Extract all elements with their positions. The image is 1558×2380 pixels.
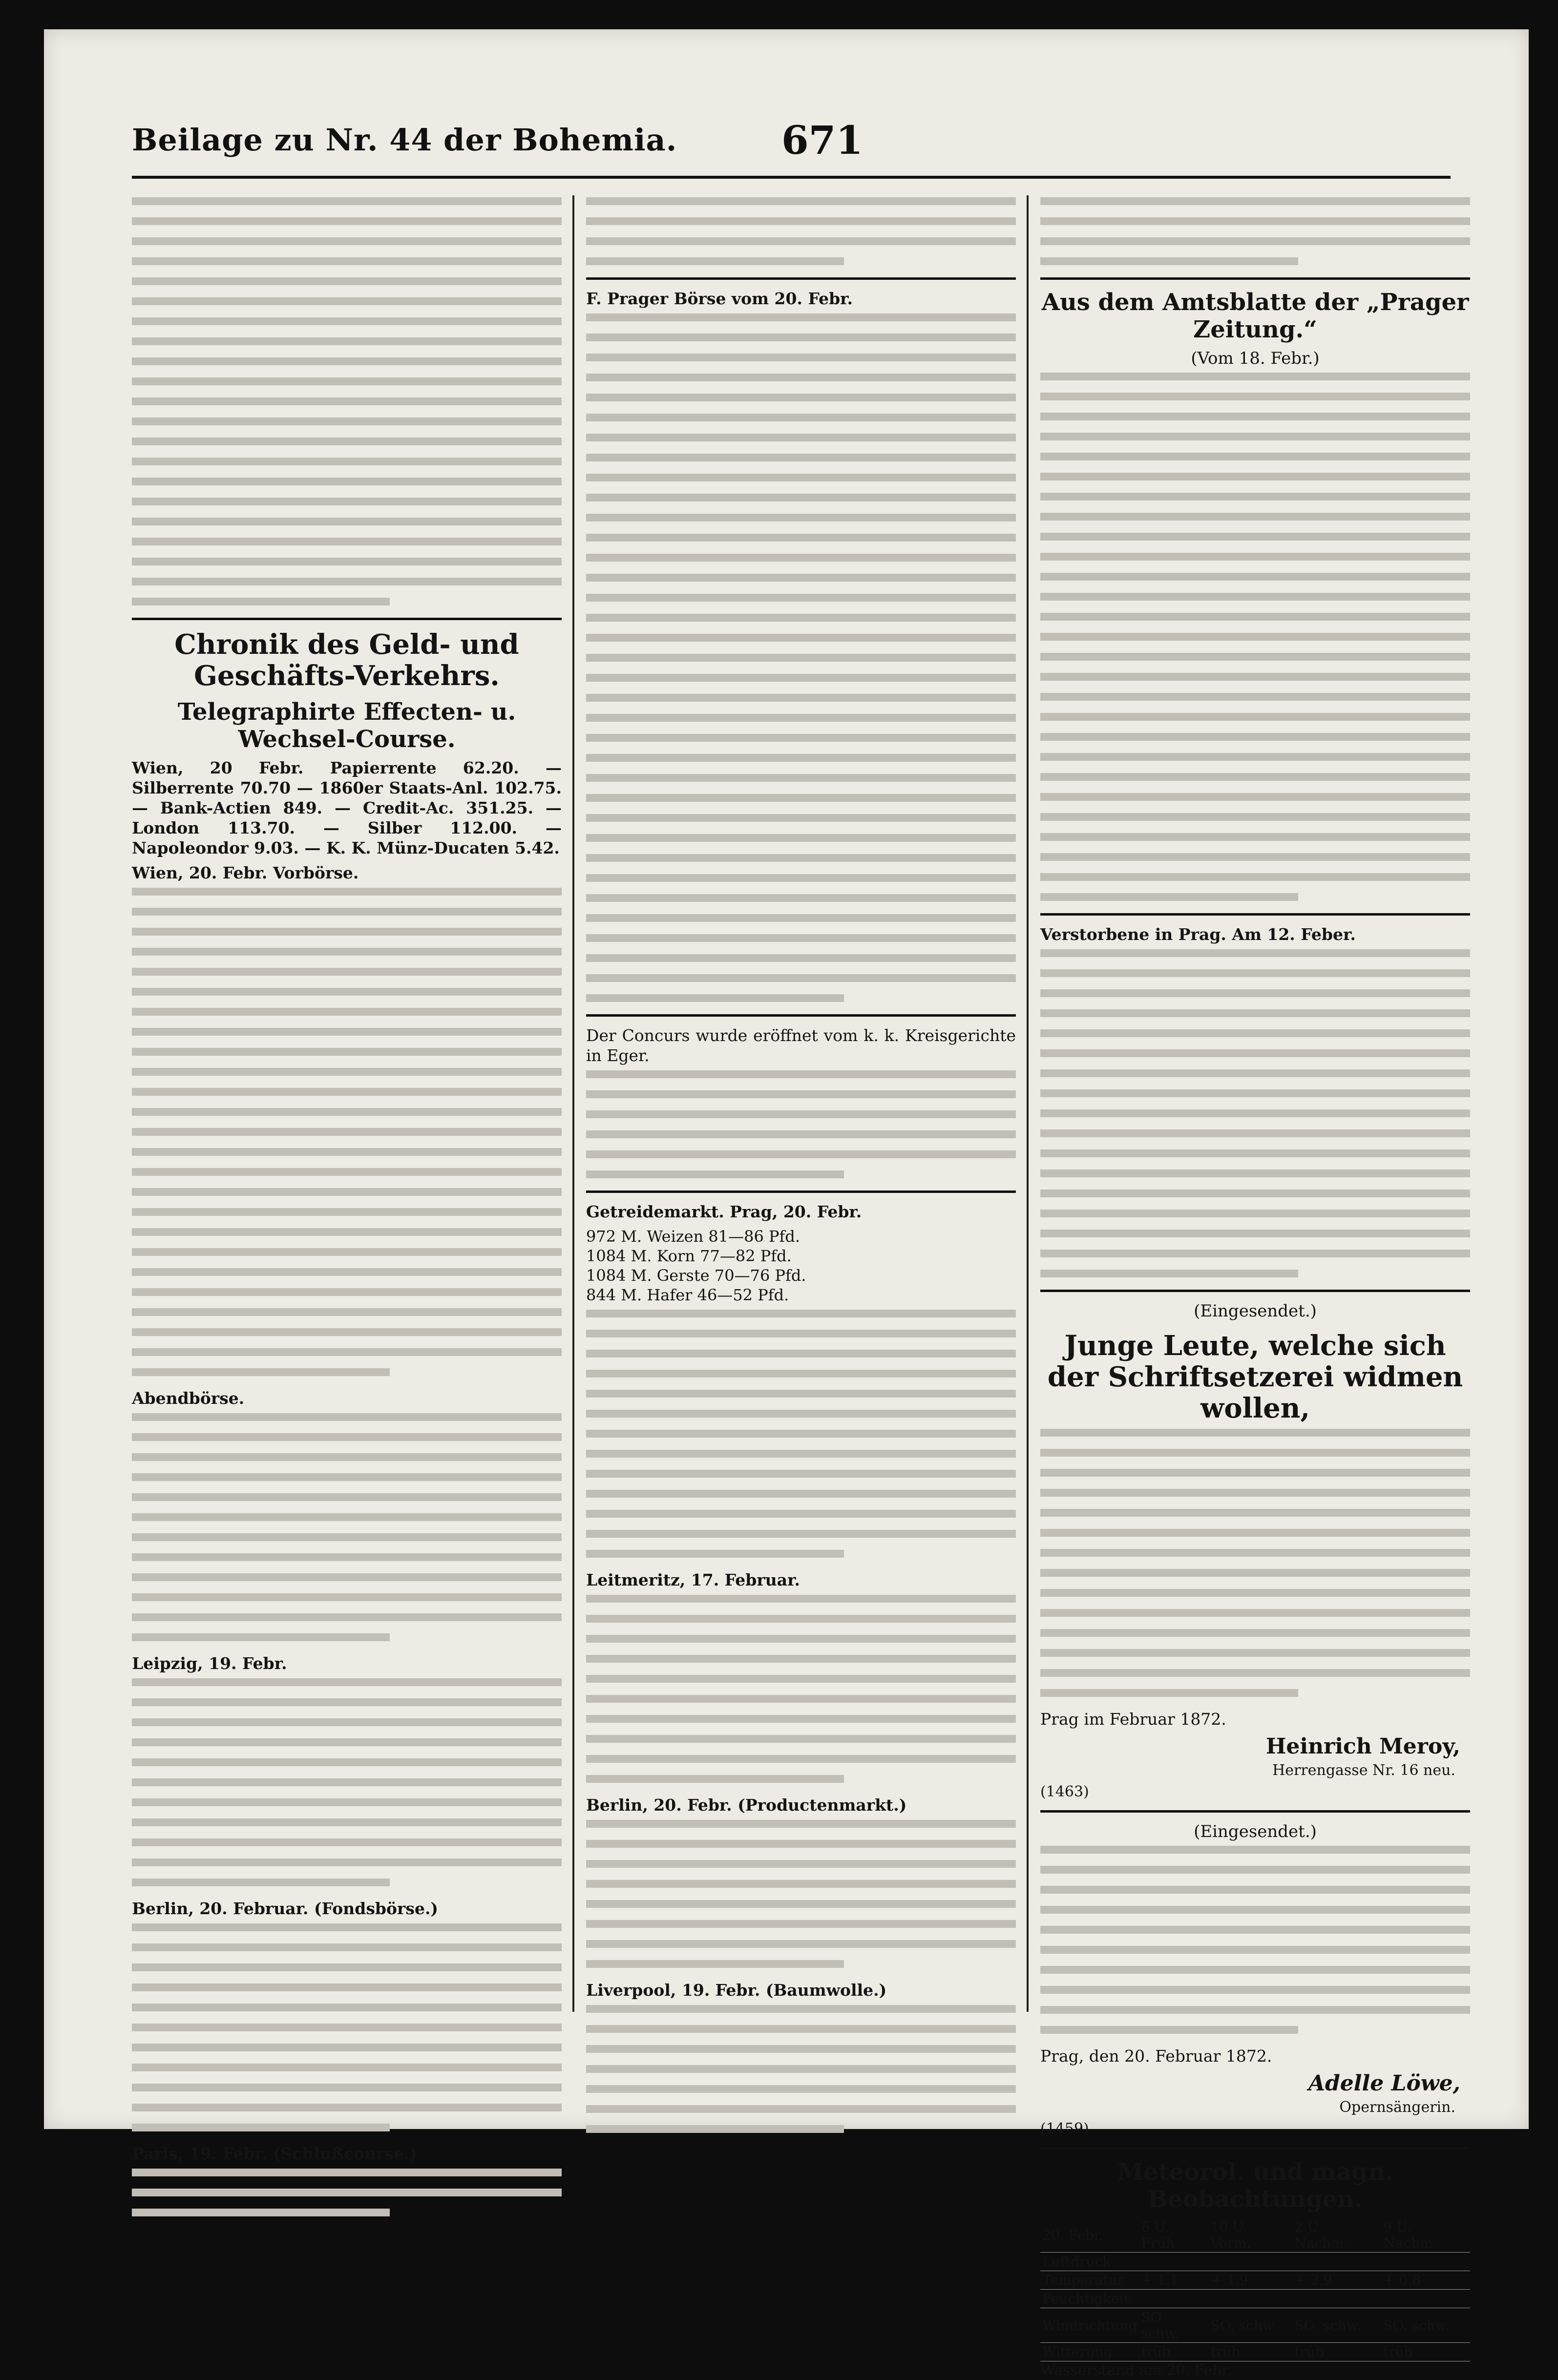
- liverpool-heading: Liverpool, 19. Febr. (Baumwolle.): [586, 1981, 887, 2000]
- table-cell: + 1.9: [1209, 2271, 1293, 2290]
- table-cell: 6 U. Früh: [1139, 2218, 1209, 2253]
- loewe-signer: Adelle Löwe,: [1308, 2071, 1460, 2096]
- verstorbene-heading: Verstorbene in Prag. Am 12. Feber.: [1040, 925, 1356, 944]
- newspaper-page: [44, 29, 1529, 2379]
- table-cell: 10 U. Vorm.: [1209, 2218, 1293, 2253]
- section-rule: [1040, 2147, 1470, 2150]
- junge-date: Prag im Februar 1872.: [1040, 1710, 1226, 1729]
- table-cell: trüb: [1381, 2343, 1470, 2361]
- table-cell: Feuchtigkeit: [1040, 2290, 1139, 2308]
- meteo-note: Wasserstand am 20. Febr.: [1040, 2362, 1232, 2379]
- text-placeholder: [132, 2169, 562, 2216]
- eingesendet-label: (Eingesendet.): [1194, 1822, 1317, 1841]
- text-placeholder: [586, 313, 1016, 1002]
- table-cell: Temperatur: [1040, 2271, 1139, 2290]
- junge-leute-heading: Junge Leute, welche sich der Schriftsetzerei widmen wollen,: [1047, 1330, 1463, 1424]
- column-middle: [586, 195, 1016, 2012]
- junge-signer: Heinrich Meroy,: [1265, 1734, 1460, 1759]
- grain-row: 1084 M. Gerste 70—76 Pfd.: [586, 1266, 806, 1285]
- table-cell: Luftdruck: [1040, 2253, 1139, 2271]
- text-placeholder: [586, 1595, 1016, 1783]
- table-cell: [1139, 2253, 1209, 2271]
- table-cell: [1381, 2290, 1470, 2308]
- meteo-table: [1040, 2218, 1470, 2361]
- supplement-title: Beilage zu Nr. 44 der Bohemia.: [132, 122, 677, 158]
- amtsblatt-date: (Vom 18. Febr.): [1191, 349, 1320, 368]
- header-rule: [132, 176, 1451, 179]
- berlin-product-heading: Berlin, 20. Febr. (Productenmarkt.): [586, 1795, 907, 1815]
- page-number: 671: [781, 117, 863, 163]
- loewe-date: Prag, den 20. Februar 1872.: [1040, 2046, 1272, 2066]
- table-row: [1040, 2271, 1470, 2290]
- leipzig-heading: Leipzig, 19. Febr.: [132, 1654, 287, 1673]
- text-placeholder: [586, 197, 1016, 265]
- meteo-heading: Meteorol. und magn. Beobachtungen.: [1117, 2158, 1393, 2213]
- table-row: [1040, 2253, 1470, 2271]
- table-cell: [1292, 2253, 1381, 2271]
- text-placeholder: [1040, 1429, 1470, 1697]
- text-placeholder: [1040, 1846, 1470, 2034]
- grain-row: 844 M. Hafer 46—52 Pfd.: [586, 1286, 789, 1304]
- grain-prices: [586, 1227, 1016, 1305]
- abendboerse-heading: Abendbörse.: [132, 1389, 245, 1408]
- ad-number: (1463): [1040, 1783, 1089, 1800]
- paris-heading: Paris, 19. Febr. (Schlußcourse.): [132, 2144, 418, 2163]
- table-cell: SO. schw.: [1139, 2308, 1209, 2343]
- table-cell: 9 U. Nachm.: [1381, 2218, 1470, 2253]
- table-cell: + 1.1: [1139, 2271, 1209, 2290]
- table-row: [1040, 2290, 1470, 2308]
- text-placeholder: [1040, 949, 1470, 1277]
- text-placeholder: [132, 1678, 562, 1886]
- section-rule: [1040, 1290, 1470, 1292]
- table-cell: [1139, 2290, 1209, 2308]
- loewe-role: Opernsängerin.: [1339, 2099, 1455, 2116]
- text-placeholder: [1040, 373, 1470, 901]
- table-cell: [1381, 2253, 1470, 2271]
- eingesendet-label: (Eingesendet.): [1194, 1301, 1317, 1321]
- table-cell: [1209, 2290, 1293, 2308]
- text-placeholder: [132, 1923, 562, 2131]
- section-rule: [1040, 1810, 1470, 1813]
- column-rule: [572, 195, 574, 2012]
- table-cell: SO. schw.: [1209, 2308, 1293, 2343]
- section-rule: [586, 1190, 1016, 1193]
- table-cell: Windrichtung: [1040, 2308, 1139, 2343]
- table-cell: + 2.9: [1292, 2271, 1381, 2290]
- ad-number: (1459): [1040, 2120, 1089, 2137]
- chronik-heading: Chronik des Geld- und Geschäfts-Verkehrs.: [174, 628, 519, 692]
- text-placeholder: [132, 888, 562, 1376]
- berlin-heading: Berlin, 20. Februar. (Fondsbörse.): [132, 1899, 439, 1918]
- table-cell: 20. Febr.: [1040, 2218, 1139, 2253]
- table-cell: SO. schw.: [1292, 2308, 1381, 2343]
- section-rule: [586, 277, 1016, 280]
- vorboerse-heading: Wien, 20. Febr. Vorbörse.: [132, 863, 359, 882]
- text-placeholder: [586, 2005, 1016, 2133]
- section-rule: [586, 1014, 1016, 1017]
- text-placeholder: [586, 1820, 1016, 1968]
- grain-row: 972 M. Weizen 81—86 Pfd.: [586, 1227, 800, 1246]
- grain-row: 1084 M. Korn 77—82 Pfd.: [586, 1247, 792, 1265]
- column-left: [132, 195, 562, 2163]
- section-rule: [1040, 913, 1470, 916]
- table-cell: trüb: [1139, 2343, 1209, 2361]
- text-placeholder: [132, 197, 562, 605]
- wien-quote: Wien, 20 Febr. Papierrente 62.20. — Silberrente 70.70 — 1860er Staats-Anl. 102.75. — Bank-Actien 849. — Credit-Ac. 351.25. — London 113.70. — Silber 112.00. — Napoleondor 9.03. — K. K. Münz-Ducaten 5.42.: [132, 758, 562, 857]
- column-right: [1040, 195, 1470, 2379]
- table-row: [1040, 2308, 1470, 2343]
- telegraph-heading: Telegraphirte Effecten- u. Wechsel-Course.: [177, 698, 516, 753]
- getreide-heading: Getreidemarkt. Prag, 20. Febr.: [586, 1202, 862, 1221]
- table-cell: 2 U. Nachm.: [1292, 2218, 1381, 2253]
- table-cell: Witterung: [1040, 2343, 1139, 2361]
- table-row: [1040, 2343, 1470, 2361]
- junge-address: Herrengasse Nr. 16 neu.: [1272, 1762, 1455, 1779]
- table-cell: trüb: [1292, 2343, 1381, 2361]
- table-cell: + 0.8: [1381, 2271, 1470, 2290]
- table-cell: [1292, 2290, 1381, 2308]
- table-cell: SO. schw.: [1381, 2308, 1470, 2343]
- page-header: [132, 117, 1451, 181]
- leitmeritz-heading: Leitmeritz, 17. Februar.: [586, 1570, 800, 1589]
- amtsblatt-heading: Aus dem Amtsblatte der „Prager Zeitung.“: [1041, 289, 1469, 343]
- column-rule: [1027, 195, 1029, 2012]
- text-placeholder: [586, 1310, 1016, 1558]
- section-rule: [132, 618, 562, 620]
- text-placeholder: [132, 1413, 562, 1641]
- concurs-notice: Der Concurs wurde eröffnet vom k. k. Kreisgerichte in Eger.: [586, 1026, 1016, 1065]
- text-placeholder: [1040, 197, 1470, 265]
- table-cell: trüb: [1209, 2343, 1293, 2361]
- section-rule: [1040, 277, 1470, 280]
- table-cell: [1209, 2253, 1293, 2271]
- prague-exchange-heading: F. Prager Börse vom 20. Febr.: [586, 289, 853, 308]
- table-row: [1040, 2218, 1470, 2253]
- text-placeholder: [586, 1070, 1016, 1178]
